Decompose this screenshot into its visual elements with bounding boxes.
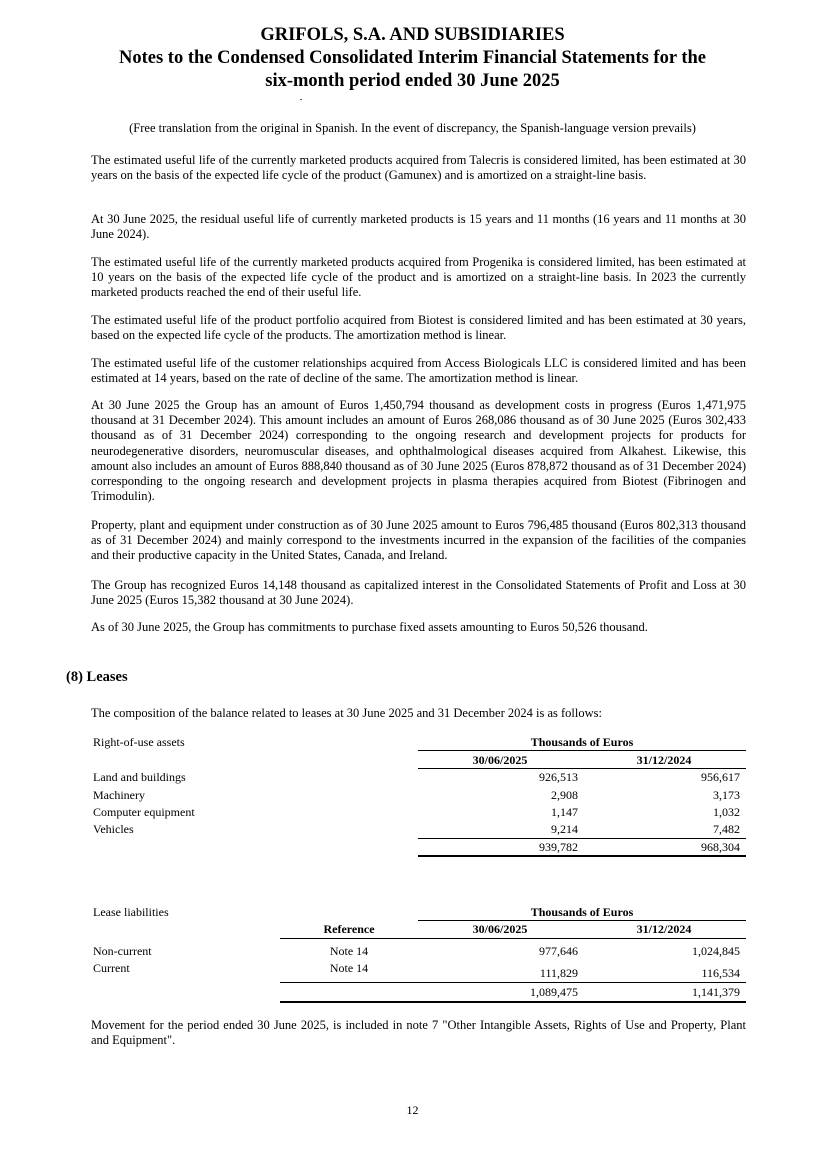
row-label: Machinery [93,788,145,802]
ll-total-2025: 1,089,475 [530,985,578,999]
movement-paragraph: Movement for the period ended 30 June 2025, is included in note 7 "Other Intangible Assets, Rights of Use and Property, Plant and Equipment". [91,1018,746,1048]
row-reference: Note 14 [329,961,369,975]
row-label: Non-current [93,944,152,958]
report-title-line-2: six-month period ended 30 June 2025 [265,71,560,91]
paragraph-progenika: The estimated useful life of the currently marketed products acquired from Progenika is considered limited, has been estimated at 10 years on the basis of the expected life cycle of the product and is amortized on a straight-line basis. In 2023 the currently marketed products reached the end of their useful life. [91,255,746,300]
leases-intro: The composition of the balance related to leases at 30 June 2025 and 31 December 2024 is as follows: [91,706,602,720]
ll-col-header-2025: 30/06/2025 [472,922,528,936]
company-title: GRIFOLS, S.A. AND SUBSIDIARIES [260,25,565,45]
value-2025: 1,147 [551,805,578,819]
translation-note: (Free translation from the original in Spanish. In the event of discrepancy, the Spanish-language version prevails) [129,121,696,135]
value-2024: 116,534 [701,966,740,980]
rou-total-2025: 939,782 [539,840,578,854]
page-number: 12 [406,1103,419,1117]
value-2024: 1,032 [713,805,740,819]
value-2024: 1,024,845 [692,944,740,958]
value-2025: 977,646 [539,944,578,958]
rou-group-header: Thousands of Euros [530,735,634,749]
paragraph-residual-life: At 30 June 2025, the residual useful life of currently marketed products is 15 years and 11 months (16 years and 11 months at 30 June 2024). [91,212,746,242]
section-title-leases: (8) Leases [66,669,128,685]
value-2024: 956,617 [701,770,740,784]
ll-total-2024: 1,141,379 [692,985,740,999]
rou-total-2024: 968,304 [701,840,740,854]
rou-col-header-2024: 31/12/2024 [636,753,692,767]
value-2025: 111,829 [539,966,578,980]
paragraph-ppe-construction: Property, plant and equipment under construction as of 30 June 2025 amount to Euros 796,485 thousand (Euros 802,313 thousand as of 31 December 2024) and mainly correspond to the investments incurred in the expansion of the facilities of the companies and their productive capacity in the United States, Canada, and Ireland. [91,518,746,563]
ll-header-rule [418,920,746,921]
row-label: Computer equipment [93,805,195,819]
ll-col-header-2024: 31/12/2024 [636,922,692,936]
report-title-line-1: Notes to the Condensed Consolidated Interim Financial Statements for the [118,48,706,68]
rou-subheader-rule [418,768,746,769]
rou-header-rule [418,750,746,751]
paragraph-commitments: As of 30 June 2025, the Group has commitments to purchase fixed assets amounting to Euros 50,526 thousand. [91,620,648,634]
rou-table-label: Right-of-use assets [93,735,185,749]
value-2024: 3,173 [713,788,740,802]
ll-group-header: Thousands of Euros [530,905,634,919]
rou-col-header-2025: 30/06/2025 [472,753,528,767]
paragraph-biotest: The estimated useful life of the product portfolio acquired from Biotest is considered limited and has been estimated at 30 years, based on the expected life cycle of the products. The amortization method is linear. [91,313,746,343]
ll-col-header-reference: Reference [323,922,375,936]
decorative-dot [300,99,302,100]
row-reference: Note 14 [329,944,369,958]
paragraph-capitalized-interest: The Group has recognized Euros 14,148 thousand as capitalized interest in the Consolidated Statements of Profit and Loss at 30 June 2025 (Euros 15,382 thousand at 30 June 2024). [91,578,746,608]
paragraph-access-biologicals: The estimated useful life of the customer relationships acquired from Access Biologicals LLC is considered limited and has been estimated at 14 years, based on the rate of decline of the same. The amortization method is linear. [91,356,746,386]
value-2024: 7,482 [713,822,740,836]
paragraph-development-costs: At 30 June 2025 the Group has an amount of Euros 1,450,794 thousand as development costs in progress (Euros 1,471,975 thousand at 31 December 2024). This amount includes an amount of Euros 268,086 thousand as of 30 June 2025 (Euros 302,433 thousand as of 31 December 2024) corresponding to the ongoing research and development projects for products for neurodegenerative disorders, neuromuscular diseases, and ophthalmological diseases acquired from Alkahest. Likewise, this amount also includes an amount of Euros 888,840 thousand as of 30 June 2025 (Euros 878,872 thousand as of 31 December 2024) corresponding to the ongoing research and development projects in plasma therapies acquired from Biotest (Fibrinogen and Trimodulin). [91,398,746,504]
row-label: Vehicles [93,822,134,836]
ll-subheader-rule [280,938,746,939]
row-label: Land and buildings [93,770,186,784]
value-2025: 2,908 [551,788,578,802]
value-2025: 9,214 [551,822,578,836]
ll-bottom-rule [280,1001,746,1003]
row-label: Current [93,961,130,975]
rou-total-rule [418,838,746,839]
rou-bottom-rule [418,855,746,857]
value-2025: 926,513 [539,770,578,784]
ll-table-label: Lease liabilities [93,905,169,919]
ll-total-rule [280,982,746,983]
paragraph-talecris: The estimated useful life of the currently marketed products acquired from Talecris is considered limited, has been estimated at 30 years on the basis of the expected life cycle of the product (Gamunex) and is amortized on a straight-line basis. [91,153,746,183]
